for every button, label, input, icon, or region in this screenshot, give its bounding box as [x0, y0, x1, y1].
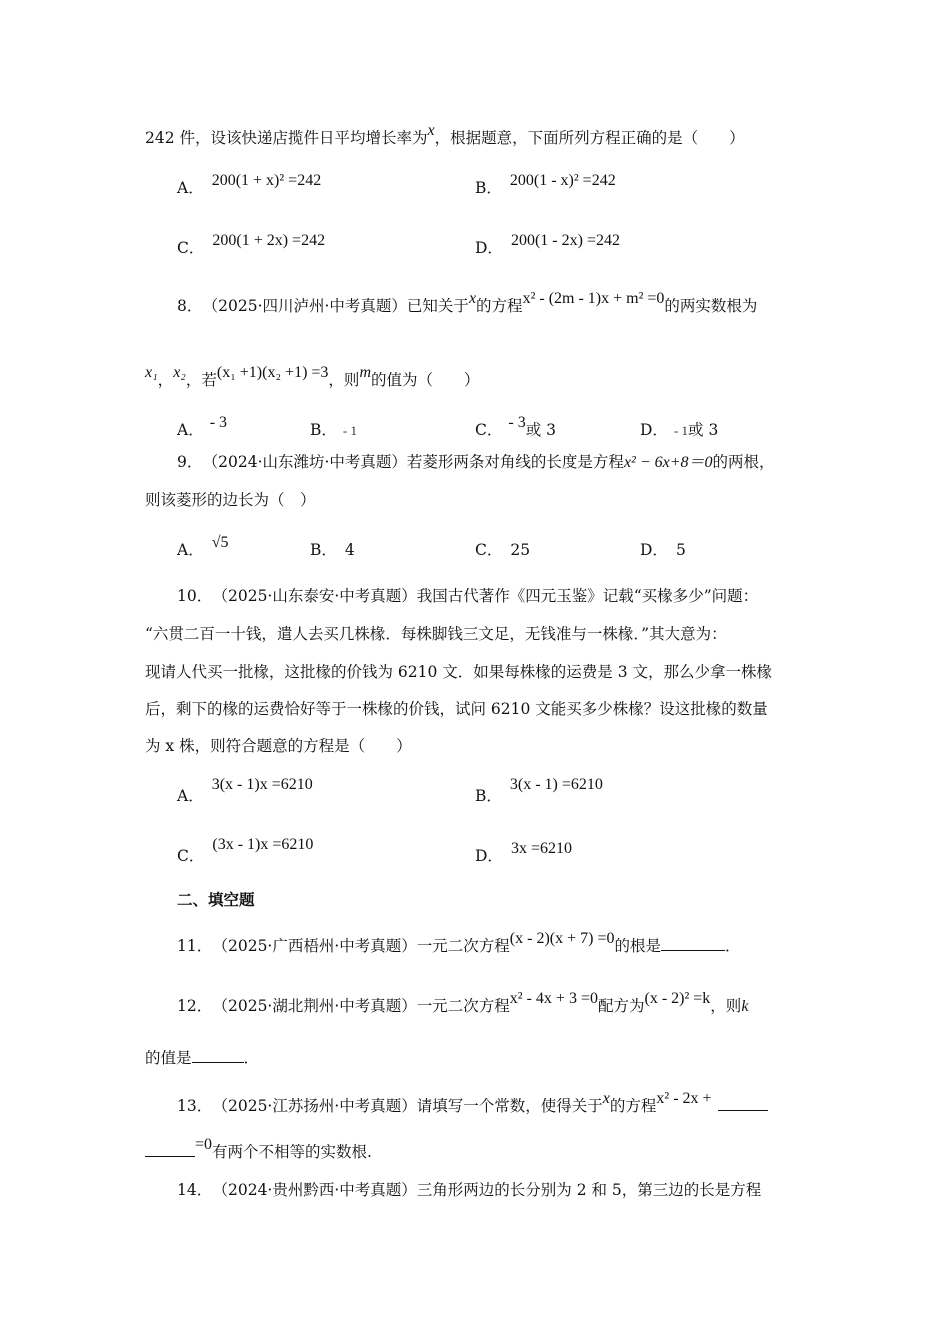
q9-end: 的两根，	[712, 453, 775, 471]
q8-if: ，若	[185, 371, 217, 389]
option-value: - 1	[342, 423, 357, 438]
option-equation: (3x - 1)x =6210	[212, 836, 314, 853]
q9-stem-line1	[177, 452, 775, 473]
question-number: 14．	[177, 1181, 213, 1199]
q12-k: k	[741, 998, 749, 1015]
option-label: B．	[310, 421, 337, 439]
option-label: D．	[475, 847, 503, 865]
q13-answer-blank[interactable]	[718, 1096, 768, 1111]
q8-equation: x² - (2m - 1)x + m² =0	[522, 290, 665, 307]
q10-line3	[145, 662, 772, 682]
option-value: √5	[211, 534, 229, 551]
q7-stem-text: 242 件，设该快递店揽件日平均增长率为	[145, 129, 428, 147]
question-number: 9．	[177, 453, 203, 471]
question-number: 10．	[177, 587, 213, 605]
option-label: C．	[177, 847, 205, 865]
q10-text-line3: 现请人代买一批椽，这批椽的价钱为 6210 文．如果每株椽的运费是 3 文，那么少拿一株椽	[145, 663, 773, 681]
q10-line1	[177, 586, 758, 606]
option-suffix: 或 3	[525, 421, 556, 439]
option-label: A．	[177, 179, 204, 197]
q8-x2: x₂	[173, 364, 186, 381]
q13-text: （2025·江苏扬州·中考真题）请填写一个常数，使得关于	[220, 1097, 603, 1115]
q8-stem-line2	[145, 364, 480, 391]
q14-text: （2024·贵州黔西·中考真题）三角形两边的长分别为 2 和 5，第三边的长是方程	[220, 1181, 762, 1199]
q12-text-line2: 的值是	[145, 1049, 192, 1067]
q14-stem	[177, 1180, 761, 1200]
option-equation: 3x =6210	[510, 840, 572, 857]
q8-x1: x₁	[145, 364, 158, 381]
section-title	[177, 890, 255, 910]
option-equation: 200(1 - x)² =242	[509, 172, 616, 189]
option-label: D．	[475, 239, 503, 257]
q11-period: ．	[725, 937, 741, 955]
q10-text: （2025·山东泰安·中考真题）我国古代著作《四元玉鉴》记载“买椽多少”问题：	[220, 587, 759, 605]
option-label: A．	[177, 787, 204, 805]
question-number: 8．	[177, 297, 203, 315]
q10-option-a[interactable]	[177, 776, 313, 806]
q9-text-line2: 则该菱形的边长为（ ）	[145, 491, 316, 509]
q9-option-a[interactable]	[177, 534, 229, 560]
q7-option-a[interactable]	[177, 172, 322, 198]
option-equation: 3(x - 1)x =6210	[211, 776, 313, 793]
option-label: D．	[640, 541, 668, 559]
q12-answer-blank[interactable]	[192, 1048, 244, 1063]
option-label: A．	[177, 541, 204, 559]
q7-option-c[interactable]	[177, 232, 326, 258]
q12-text: （2025·湖北荆州·中考真题）一元二次方程	[220, 997, 510, 1015]
q8-ask: 的值为（ ）	[371, 371, 480, 389]
q10-line2	[145, 624, 727, 644]
q13-mid: 的方程	[609, 1097, 657, 1115]
q8-option-d[interactable]	[640, 418, 718, 440]
option-equation: 200(1 + x)² =242	[211, 172, 322, 189]
option-label: B．	[475, 179, 502, 197]
option-label: C．	[475, 421, 503, 439]
q8-then: ，则	[328, 371, 360, 389]
q7-option-b[interactable]	[475, 172, 616, 198]
q13-var: x	[602, 1090, 610, 1107]
option-label: D．	[640, 421, 668, 439]
q9-option-c[interactable]	[475, 538, 530, 560]
q10-line4	[145, 699, 768, 719]
q8-end: 的两实数根为	[664, 297, 758, 315]
option-equation: 200(1 - 2x) =242	[510, 232, 620, 249]
option-suffix: 或 3	[688, 421, 719, 439]
q11-text: （2025·广西梧州·中考真题）一元二次方程	[220, 937, 510, 955]
q12-period: ．	[243, 1049, 260, 1067]
option-label: C．	[475, 541, 503, 559]
q12-stem	[177, 990, 749, 1017]
option-value: - 3	[508, 414, 526, 431]
q12-equation2: (x - 2)² =k	[644, 990, 711, 1007]
option-value: - 3	[209, 414, 228, 431]
q11-equation: (x - 2)(x + 7) =0	[509, 930, 615, 947]
q10-line5	[145, 736, 412, 756]
q7-option-d[interactable]	[475, 232, 620, 258]
q10-text-line5: 为 x 株，则符合题意的方程是（ ）	[145, 737, 412, 755]
q13-answer-blank-cont[interactable]	[145, 1142, 195, 1157]
q13-line2	[145, 1136, 372, 1163]
q9-equation: x² − 6x+8＝0	[623, 454, 713, 471]
q13-equation: x² - 2x +	[656, 1090, 712, 1107]
q9-option-b[interactable]	[310, 538, 355, 560]
q8-stem-line1	[177, 290, 758, 317]
question-number: 11．	[177, 937, 213, 955]
q8-mid: 的方程	[476, 297, 523, 315]
q13-stem	[177, 1090, 768, 1117]
q8-option-a[interactable]	[177, 414, 228, 440]
q8-m: m	[359, 364, 371, 381]
section-title-text: 二、填空题	[177, 890, 255, 909]
option-value: 25	[510, 541, 531, 559]
q11-end: 的根是	[614, 937, 661, 955]
q8-var: x	[468, 290, 477, 307]
q11-answer-blank[interactable]	[661, 936, 725, 951]
q8-option-c[interactable]	[475, 414, 556, 440]
option-label: B．	[310, 541, 337, 559]
option-equation: 200(1 + 2x) =242	[212, 232, 326, 249]
q8-source: （2025·四川泸州·中考真题）已知关于	[210, 297, 469, 315]
q10-option-c[interactable]	[177, 836, 314, 866]
q9-text: （2024·山东潍坊·中考真题）若菱形两条对角线的长度是方程	[210, 453, 624, 471]
q12-line2	[145, 1048, 259, 1068]
q12-equation: x² - 4x + 3 =0	[509, 990, 598, 1007]
option-label: B．	[475, 787, 502, 805]
q8-comma: ，	[157, 371, 174, 389]
q10-option-b[interactable]	[475, 776, 603, 806]
q8-condition: (x₁ +1)(x₂ +1) =3	[216, 364, 329, 381]
q12-mid: 配方为	[597, 997, 645, 1015]
q7-stem	[145, 122, 745, 149]
q9-stem-line2	[145, 490, 316, 510]
q7-var: x	[427, 122, 435, 139]
question-number: 13．	[177, 1097, 213, 1115]
q10-option-d[interactable]	[475, 840, 572, 866]
option-value: 5	[675, 541, 686, 559]
q8-option-b[interactable]	[310, 418, 357, 440]
q13-end: 有两个不相等的实数根.	[212, 1143, 372, 1161]
option-equation: 3(x - 1) =6210	[509, 776, 603, 793]
option-value: 4	[344, 541, 355, 559]
q10-text-line2: “六贯二百一十钱，遣人去买几株椽．每株脚钱三文足，无钱准与一株椽．”其大意为：	[145, 625, 727, 643]
q12-then: ，则	[710, 997, 742, 1015]
q13-equation-end: =0	[195, 1136, 213, 1153]
option-value: - 1	[673, 423, 689, 438]
q11-stem	[177, 930, 741, 957]
q10-text-line4: 后，剩下的椽的运费恰好等于一株椽的价钱，试问 6210 文能买多少株椽？设这批椽的数量	[145, 700, 768, 718]
q7-stem-end: ，根据题意，下面所列方程正确的是（ ）	[434, 129, 745, 147]
option-label: C．	[177, 239, 205, 257]
option-label: A．	[177, 421, 204, 439]
q9-option-d[interactable]	[640, 538, 686, 560]
question-number: 12．	[177, 997, 213, 1015]
